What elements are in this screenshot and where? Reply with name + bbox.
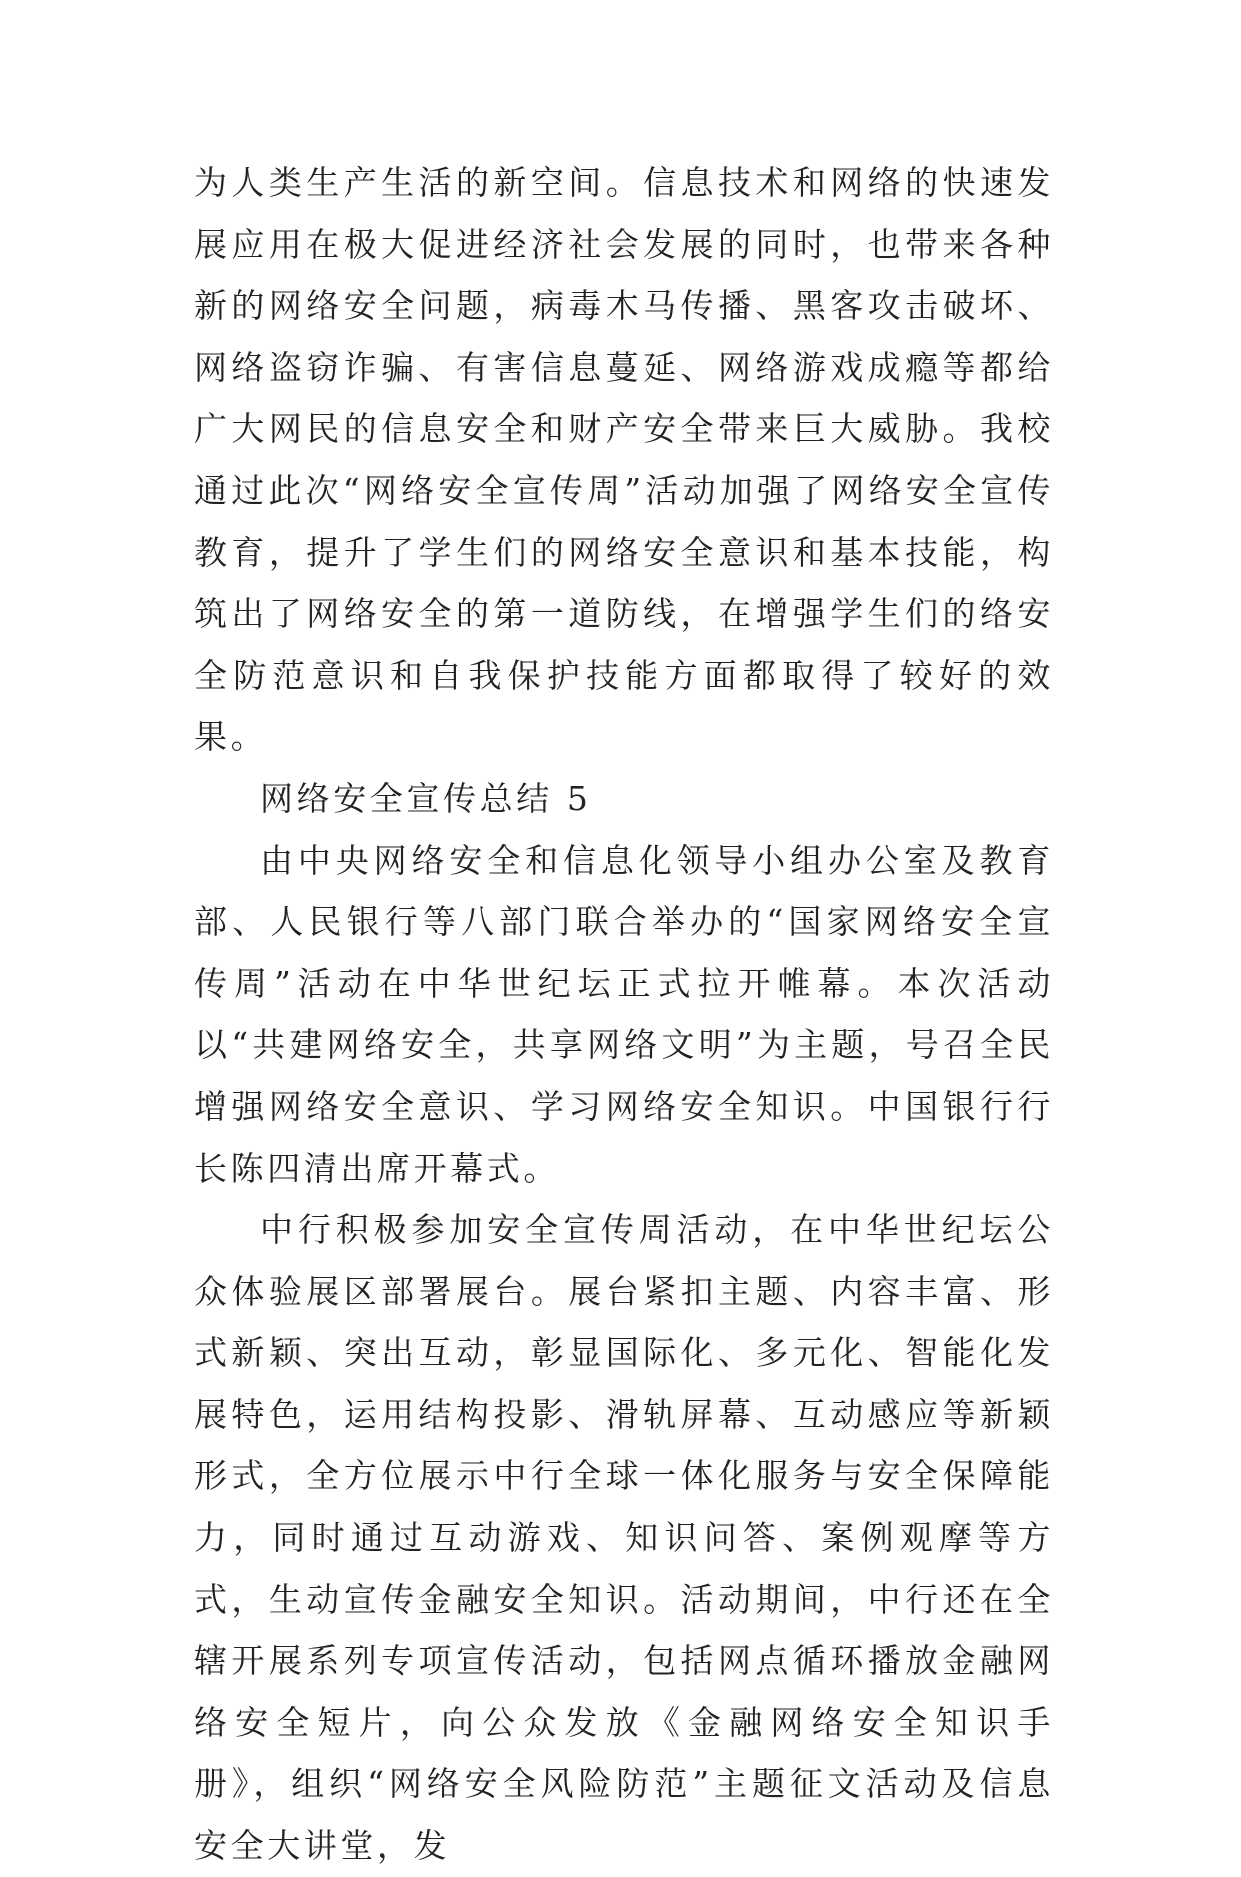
paragraph-boc-activities: 中行积极参加安全宣传周活动，在中华世纪坛公众体验展区部署展台。展台紧扣主题、内容丰富、形式新颖、突出互动，彰显国际化、多元化、智能化发展特色，运用结构投影、滑轨屏幕、互动感应等新颖形式，全方位展示中行全球一体化服务与安全保障能力，同时通过互动游戏、知识问答、案例观摩等方式，生动宣传金融安全知识。活动期间，中行还在全辖开展系列专项宣传活动，包括网点循环播放金融网络安全短片，向公众发放《金融网络安全知识手册》，组织“网络安全风险防范”主题征文活动及信息安全大讲堂，发 <box>194 1210 1054 1866</box>
paragraph-continuation: 为人类生产生活的新空间。信息技术和网络的快速发展应用在极大促进经济社会发展的同时，也带来各种新的网络安全问题，病毒木马传播、黑客攻击破坏、网络盗窃诈骗、有害信息蔓延、网络游戏成瘾等都给广大网民的信息安全和财产安全带来巨大威胁。我校通过此次“网络安全宣传周”活动加强了网络安全宣传教育，提升了学生们的网络安全意识和基本技能，构筑出了网络安全的第一道防线，在增强学生们的络安全防范意识和自我保护技能方面都取得了较好的效果。 <box>194 163 1054 757</box>
paragraph-event-intro: 由中央网络安全和信息化领导小组办公室及教育部、人民银行等八部门联合举办的“国家网络安全宣传周”活动在中华世纪坛正式拉开帷幕。本次活动以“共建网络安全，共享网络文明”为主题，号召全民增强网络安全意识、学习网络安全知识。中国银行行长陈四清出席开幕式。 <box>194 840 1054 1188</box>
section-heading: 网络安全宣传总结 5 <box>260 778 592 818</box>
document-body <box>194 152 1054 1877</box>
